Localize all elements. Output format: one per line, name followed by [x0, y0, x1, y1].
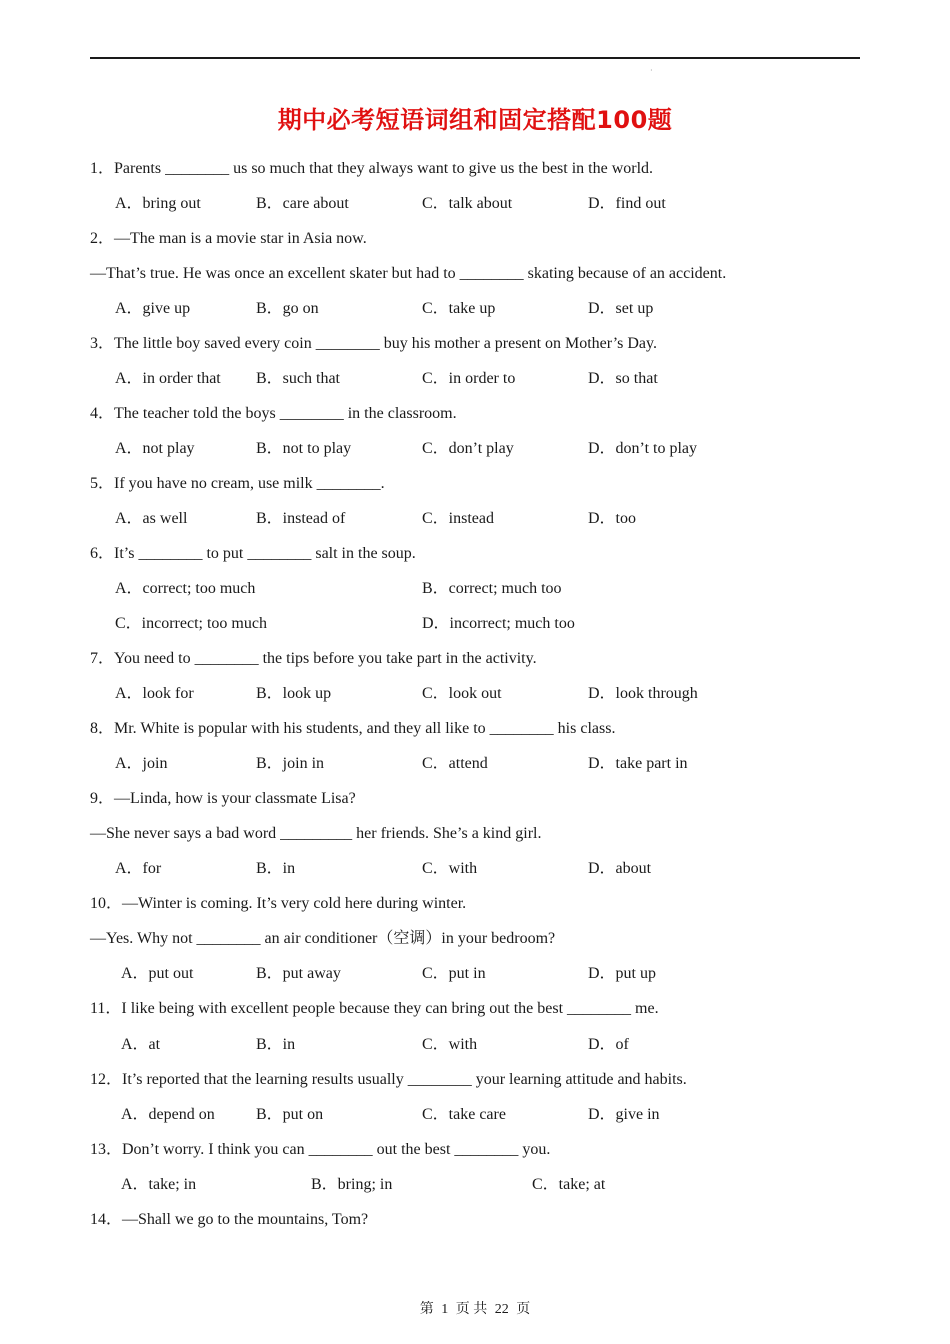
- question-line: 3．The little boy saved every coin ________ buy his mother a present on Mother’s Day.: [90, 335, 657, 352]
- option-d: D．too: [588, 510, 637, 527]
- footer-total-pages: 22: [494, 1302, 509, 1317]
- option-a: A．in order that: [115, 370, 221, 387]
- option-c: C．take up: [422, 300, 496, 317]
- option-a: A．not play: [115, 440, 195, 457]
- option-a: A．for: [115, 860, 162, 877]
- header-mark: ·: [650, 66, 653, 75]
- option-d: D．take part in: [588, 755, 688, 772]
- option-c: C．look out: [422, 685, 502, 702]
- question-line: 1．Parents ________ us so much that they always want to give us the best in the world.: [90, 160, 654, 177]
- question-line: 2．—The man is a movie star in Asia now.: [90, 230, 367, 247]
- option-b: B．such that: [256, 370, 340, 387]
- question-line: —That’s true. He was once an excellent skater but had to ________ skating because of an accident.: [90, 265, 727, 282]
- question-line: 6．It’s ________ to put ________ salt in the soup.: [90, 545, 416, 562]
- option-a: A．correct; too much: [115, 580, 256, 597]
- option-b: B．join in: [256, 755, 325, 772]
- option-b: B．bring; in: [311, 1176, 393, 1193]
- question-line: 9．—Linda, how is your classmate Lisa?: [90, 790, 356, 807]
- question-line: 13．Don’t worry. I think you can ________ out the best ________ you.: [90, 1141, 551, 1158]
- option-a: A．at: [121, 1036, 161, 1053]
- option-d: D．don’t to play: [588, 440, 698, 457]
- question-line: 8．Mr. White is popular with his students, and they all like to ________ his class.: [90, 720, 616, 737]
- option-d: D．find out: [588, 195, 666, 212]
- option-c: C．attend: [422, 755, 488, 772]
- question-line: 11．I like being with excellent people because they can bring out the best ________ me.: [90, 1000, 659, 1017]
- footer-mid: 页 共: [455, 1302, 488, 1317]
- option-d: D．look through: [588, 685, 698, 702]
- page-footer: [0, 1298, 950, 1318]
- option-d: D．incorrect; much too: [422, 615, 575, 632]
- option-b: B．care about: [256, 195, 349, 212]
- question-line: 4．The teacher told the boys ________ in the classroom.: [90, 405, 457, 422]
- option-b: B．in: [256, 860, 296, 877]
- option-d: D．about: [588, 860, 652, 877]
- option-b: B．look up: [256, 685, 332, 702]
- option-a: A．take; in: [121, 1176, 197, 1193]
- footer-page-number: 1: [441, 1302, 449, 1317]
- header-rule: [90, 57, 860, 59]
- option-d: D．put up: [588, 965, 657, 982]
- option-c: C．take; at: [532, 1176, 606, 1193]
- question-line: 10．—Winter is coming. It’s very cold here during winter.: [90, 895, 467, 912]
- option-a: A．join: [115, 755, 168, 772]
- option-a: A．look for: [115, 685, 194, 702]
- question-line: 14．—Shall we go to the mountains, Tom?: [90, 1211, 369, 1228]
- footer-suffix: 页: [516, 1302, 531, 1317]
- option-c: C．instead: [422, 510, 494, 527]
- option-c: C．incorrect; too much: [115, 615, 267, 632]
- page-title: 期中必考短语词组和固定搭配100题: [277, 106, 673, 134]
- question-line: 7．You need to ________ the tips before you take part in the activity.: [90, 650, 537, 667]
- footer-prefix: 第: [419, 1302, 434, 1317]
- option-a: A．depend on: [121, 1106, 215, 1123]
- option-a: A．give up: [115, 300, 191, 317]
- question-line: —She never says a bad word _________ her friends. She’s a kind girl.: [90, 825, 542, 842]
- option-c: C．don’t play: [422, 440, 514, 457]
- option-d: D．give in: [588, 1106, 660, 1123]
- option-c: C．talk about: [422, 195, 513, 212]
- option-c: C．with: [422, 860, 478, 877]
- option-d: D．set up: [588, 300, 654, 317]
- option-b: B．not to play: [256, 440, 352, 457]
- question-line: —Yes. Why not ________ an air conditioner（空调）in your bedroom?: [90, 930, 556, 947]
- option-a: A．put out: [121, 965, 194, 982]
- option-a: A．as well: [115, 510, 188, 527]
- option-b: B．put on: [256, 1106, 324, 1123]
- option-d: D．of: [588, 1036, 629, 1053]
- option-d: D．so that: [588, 370, 658, 387]
- question-line: 12．It’s reported that the learning results usually ________ your learning attitude and habits.: [90, 1071, 687, 1088]
- option-b: B．correct; much too: [422, 580, 562, 597]
- option-c: C．take care: [422, 1106, 506, 1123]
- option-b: B．go on: [256, 300, 319, 317]
- option-c: C．with: [422, 1036, 478, 1053]
- question-line: 5．If you have no cream, use milk ________.: [90, 475, 385, 492]
- option-b: B．instead of: [256, 510, 346, 527]
- option-b: B．put away: [256, 965, 341, 982]
- option-c: C．put in: [422, 965, 486, 982]
- option-b: B．in: [256, 1036, 296, 1053]
- option-c: C．in order to: [422, 370, 516, 387]
- option-a: A．bring out: [115, 195, 201, 212]
